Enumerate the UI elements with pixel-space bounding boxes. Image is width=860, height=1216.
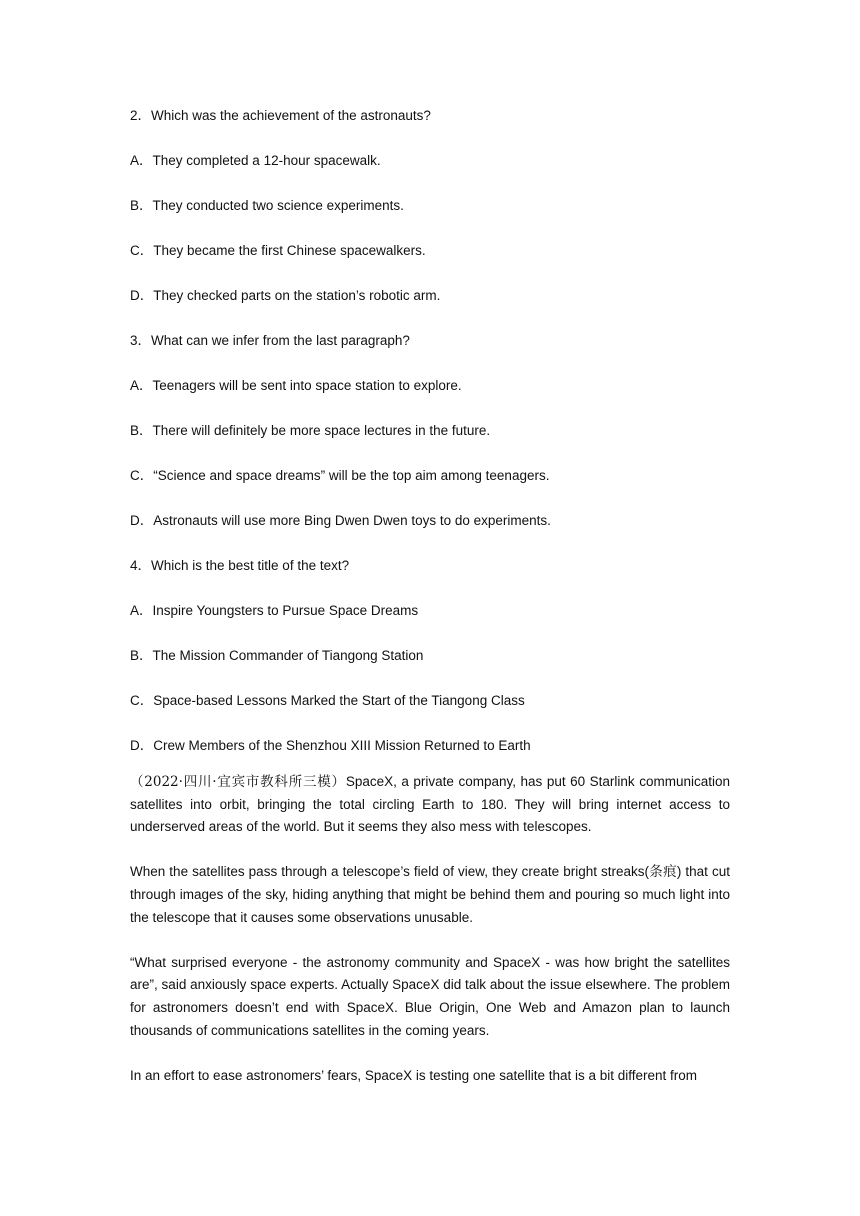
- question-4-option-a: A．Inspire Youngsters to Pursue Space Dreams: [130, 603, 419, 618]
- question-3-option-d: D．Astronauts will use more Bing Dwen Dwen toys to do experiments.: [130, 513, 551, 528]
- question-4-option-d: D．Crew Members of the Shenzhou XIII Mission Returned to Earth: [130, 738, 531, 753]
- question-4-option-b: B．The Mission Commander of Tiangong Station: [130, 648, 424, 663]
- passage-paragraph-4: In an effort to ease astronomers’ fears, SpaceX is testing one satellite that is a bit different from: [130, 1067, 698, 1083]
- question-2: 2．Which was the achievement of the astronauts?: [130, 108, 431, 123]
- passage-source: （2022·四川·宜宾市教科所三模）: [130, 774, 346, 790]
- question-2-option-a: A．They completed a 12-hour spacewalk.: [130, 153, 381, 168]
- question-3-option-b: B．There will definitely be more space lectures in the future.: [130, 423, 491, 438]
- passage-paragraph-1-text: SpaceX, a private company, has put 60 Starlink communication satellites into orbit, bringing the total circling Earth to 180. They will bring internet access to underserved areas of the world. But it seems they also mess with telescopes.: [130, 774, 730, 835]
- question-2-option-d: D．They checked parts on the station’s robotic arm.: [130, 288, 441, 303]
- question-2-option-b: B．They conducted two science experiments.: [130, 198, 404, 213]
- passage-paragraph-2: When the satellites pass through a telescope’s field of view, they create bright streaks(条痕) that cut through images of the sky, hiding anything that might be behind them and pouring so much light into the telescope that it causes some observations unusable.: [130, 864, 730, 925]
- question-3: 3．What can we infer from the last paragraph?: [130, 333, 410, 348]
- question-4-option-c: C．Space-based Lessons Marked the Start of the Tiangong Class: [130, 693, 525, 708]
- question-4: 4．Which is the best title of the text?: [130, 558, 350, 573]
- passage-paragraph-3: “What surprised everyone - the astronomy community and SpaceX - was how bright the satellites are”, said anxiously space experts. Actually SpaceX did talk about the issue elsewhere. The problem for astronomers doesn’t end with SpaceX. Blue Origin, One Web and Amazon plan to launch thousands of communications satellites in the coming years.: [130, 954, 730, 1038]
- document-content: [130, 104, 730, 1110]
- question-2-option-c: C．They became the first Chinese spacewalkers.: [130, 243, 426, 258]
- question-3-option-a: A．Teenagers will be sent into space station to explore.: [130, 378, 462, 393]
- question-3-option-c: C．“Science and space dreams” will be the top aim among teenagers.: [130, 468, 550, 483]
- passage-paragraph-1: [130, 771, 730, 839]
